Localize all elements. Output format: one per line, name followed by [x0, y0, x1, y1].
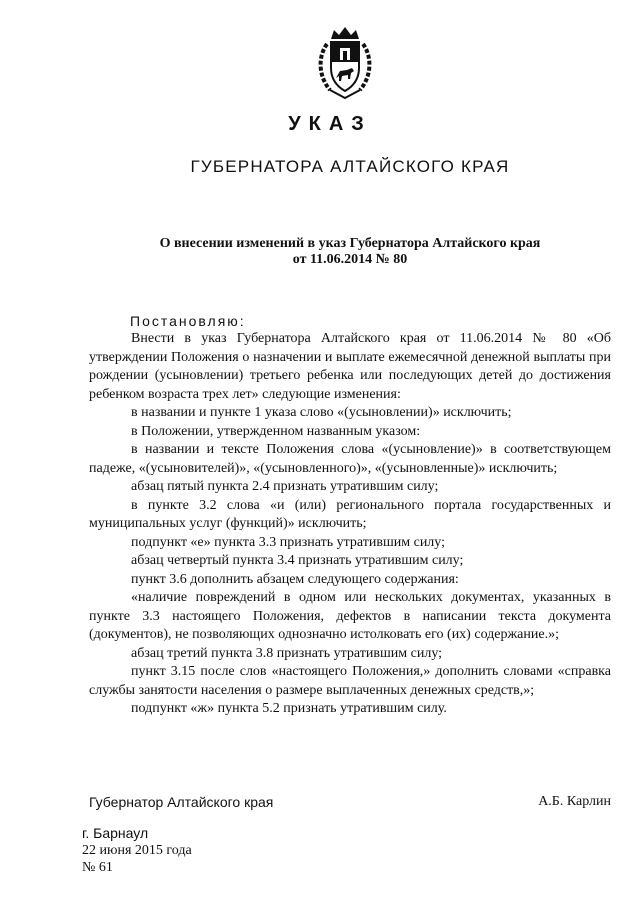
document-title-line-2: от 11.06.2014 № 80	[292, 252, 408, 267]
body-paragraph: абзац четвертый пункта 3.4 признать утратившим силу;	[131, 553, 464, 568]
place-date-block	[82, 825, 192, 876]
body-paragraph: абзац третий пункта 3.8 признать утратившим силу;	[131, 645, 443, 661]
body-paragraph: пункт 3.6 дополнить абзацем следующего содержания:	[131, 571, 459, 587]
body-paragraph: Внести в указ Губернатора Алтайского края от 11.06.2014 № 80 «Об утверждении Положения о назначении и выплате ежемесячной денежной выплаты при рождении (усыновлении) третьего ребенка или последующих детей до достижения ребенком возраста трех лет» следующие изменения:	[89, 331, 611, 402]
body-paragraph: подпункт «е» пункта 3.3 признать утратившим силу;	[131, 534, 446, 550]
issuing-authority: ГУБЕРНАТОРА АЛТАЙСКОГО КРАЯ	[190, 157, 510, 176]
document-title	[0, 236, 640, 268]
body-paragraph: «наличие повреждений в одном или нескольких документах, указанных в пункте 3.3 настоящего Положения, дефектов в написании текста документа (документов), не позволяющих однозначно истолковать его (их) содержание.»;	[89, 590, 611, 642]
body-paragraph: абзац пятый пункта 2.4 признать утратившим силу;	[131, 479, 439, 494]
issue-city: г. Барнаул	[82, 825, 149, 841]
body-paragraph: подпункт «ж» пункта 5.2 признать утратившим силу.	[131, 701, 447, 716]
document-body	[89, 330, 611, 719]
body-paragraph: в названии и пункте 1 указа слово «(усыновлении)» исключить;	[131, 405, 512, 420]
body-paragraph: в Положении, утвержденном названным указом:	[131, 423, 421, 439]
decree-intro: Постановляю:	[130, 313, 246, 329]
body-paragraph: в пункте 3.2 слова «и (или) регионального портала государственных и муниципальных услуг (функций)» исключить;	[89, 497, 611, 531]
signatory-title: Губернатор Алтайского края	[89, 794, 274, 810]
body-paragraph: пункт 3.15 после слов «настоящего Положения,» дополнить словами «справка службы занятости населения о размере выплаченных денежных средств,»;	[89, 664, 611, 698]
issue-date: 22 июня 2015 года	[82, 843, 192, 858]
signatory-name: А.Б. Карлин	[538, 794, 611, 809]
signature-block	[89, 794, 611, 810]
body-paragraph: в названии и тексте Положения слова «(усыновление)» в соответствующем падеже, «(усыновителей)», «(усыновленного)», «(усыновленные)» исключить;	[89, 442, 611, 476]
document-type-heading: УКАЗ	[288, 113, 372, 135]
coat-of-arms-icon	[314, 24, 376, 100]
document-number: № 61	[82, 860, 113, 875]
document-title-line-1: О внесении изменений в указ Губернатора Алтайского края	[159, 236, 541, 251]
